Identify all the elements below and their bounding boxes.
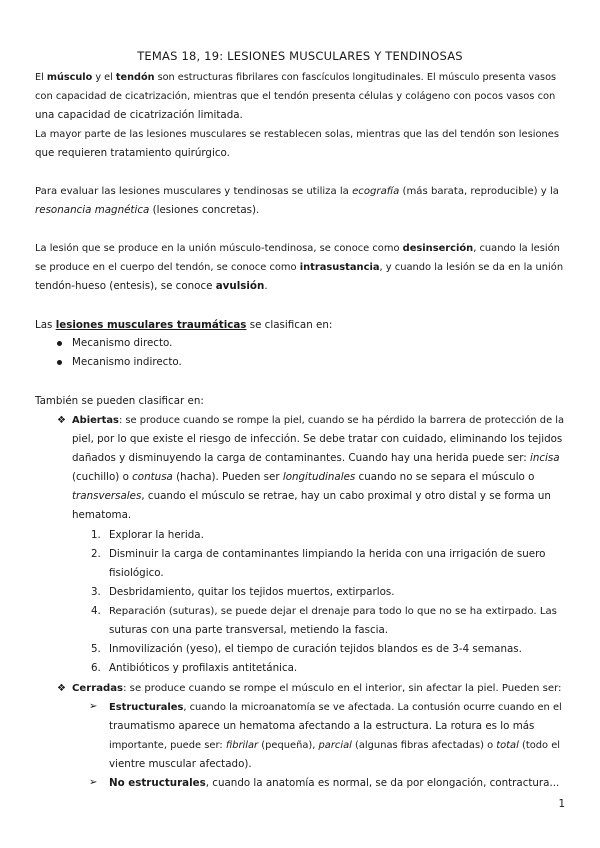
diamond-bullet-icon: ❖ xyxy=(57,683,66,694)
step-text: Inmovilización (yeso), el tiempo de curación tejidos blandos es de 3-4 semanas. xyxy=(109,643,522,655)
lesion-paragraph xyxy=(35,239,565,296)
step-number: 1. xyxy=(91,529,101,541)
diamond-bullet-icon: ❖ xyxy=(57,415,66,426)
trauma-bullet-2: Mecanismo indirecto. xyxy=(72,356,182,368)
estructurales-paragraph: Estructurales, cuando la microanatomía se ve afectada. La contusión ocurre cuando en el traumatismo aparece un hematoma afectando a la estructura. La rotura es lo más importante, puede ser: fibrilar (pequeña), parcial (algunas fibras afectadas) o total (todo el vientre muscular afectado). xyxy=(109,702,562,770)
eval-line-1: Para evaluar las lesiones musculares y tendinosas se utiliza la ecografía (más barata, reproducible) y la xyxy=(35,186,559,197)
step-text: Explorar la herida. xyxy=(109,529,204,541)
step-number: 6. xyxy=(91,662,101,674)
intro-line-3: una capacidad de cicatrización limitada. xyxy=(35,109,243,121)
evaluation-paragraph xyxy=(35,182,565,220)
step-number: 4. xyxy=(91,605,101,617)
intro-line-5: que requieren tratamiento quirúrgico. xyxy=(35,147,230,159)
cerradas-paragraph: Cerradas: se produce cuando se rompe el músculo en el interior, sin afectar la piel. Pueden ser: xyxy=(72,683,562,694)
step-text: Desbridamiento, quitar los tejidos muertos, extirparlos. xyxy=(109,586,395,598)
arrow-bullet-icon: ➢ xyxy=(89,701,98,712)
bullet-dot-icon xyxy=(57,360,62,365)
step-text: Reparación (suturas), se puede dejar el drenaje para todo lo que no se ha extirpado. Las xyxy=(109,606,557,617)
intro-line-2: con capacidad de cicatrización, mientras que el tendón presenta células y colágeno con pocos vasos con xyxy=(35,91,556,102)
step-text: Disminuir la carga de contaminantes limpiando la herida con una irrigación de suero xyxy=(109,548,546,560)
intro-line-1: El músculo y el tendón son estructuras fibrilares con fascículos longitudinales. El músculo presenta vasos xyxy=(35,72,557,83)
clasif-intro: También se pueden clasificar en: xyxy=(35,395,204,407)
step-number: 2. xyxy=(91,548,101,560)
step-text: Antibióticos y profilaxis antitetánica. xyxy=(109,662,298,674)
trauma-bullet-1: Mecanismo directo. xyxy=(72,337,173,349)
trauma-heading: Las lesiones musculares traumáticas se clasifican en: xyxy=(35,319,333,331)
lesion-line-3: tendón-hueso (entesis), se conoce avulsión. xyxy=(35,280,268,292)
page-number: 1 xyxy=(558,798,565,810)
no-estructurales-paragraph: No estructurales, cuando la anatomía es normal, se da por elongación, contractura... xyxy=(109,777,560,789)
bullet-dot-icon xyxy=(57,341,62,346)
step-text: fisiológico. xyxy=(109,567,164,579)
step-number: 5. xyxy=(91,643,101,655)
intro-paragraph xyxy=(35,68,565,163)
arrow-bullet-icon: ➢ xyxy=(89,777,98,788)
step-number: 3. xyxy=(91,586,101,598)
eval-line-2: resonancia magnética (lesiones concretas). xyxy=(35,204,260,216)
abiertas-paragraph: Abiertas: se produce cuando se rompe la piel, cuando se ha pérdido la barrera de protección de la piel, por lo que existe el riesgo de infección. Se debe tratar con cuidado, eliminando los tejidos dañados y disminuyendo la carga de contaminantes. Cuando hay una herida puede ser: incisa (cuchillo) o contusa (hacha). Pueden ser longitudinales cuando no se separa el músculo o transversales, cuando el músculo se retrae, hay un cabo proximal y otro distal y se forma un hematoma. xyxy=(72,415,565,521)
lesion-line-1: La lesión que se produce en la unión músculo-tendinosa, se conoce como desinserción, cuando la lesión xyxy=(35,243,560,254)
page-title: TEMAS 18, 19: LESIONES MUSCULARES Y TENDINOSAS xyxy=(137,49,463,63)
lesion-line-2: se produce en el cuerpo del tendón, se conoce como intrasustancia, y cuando la lesión se da en la unión xyxy=(35,262,564,273)
intro-line-4: La mayor parte de las lesiones musculares se restablecen solas, mientras que las del tendón son lesiones xyxy=(35,129,560,140)
step-text: suturas con una parte transversal, metiendo la fascia. xyxy=(109,624,389,636)
trauma-term: lesiones musculares traumáticas xyxy=(55,319,247,331)
